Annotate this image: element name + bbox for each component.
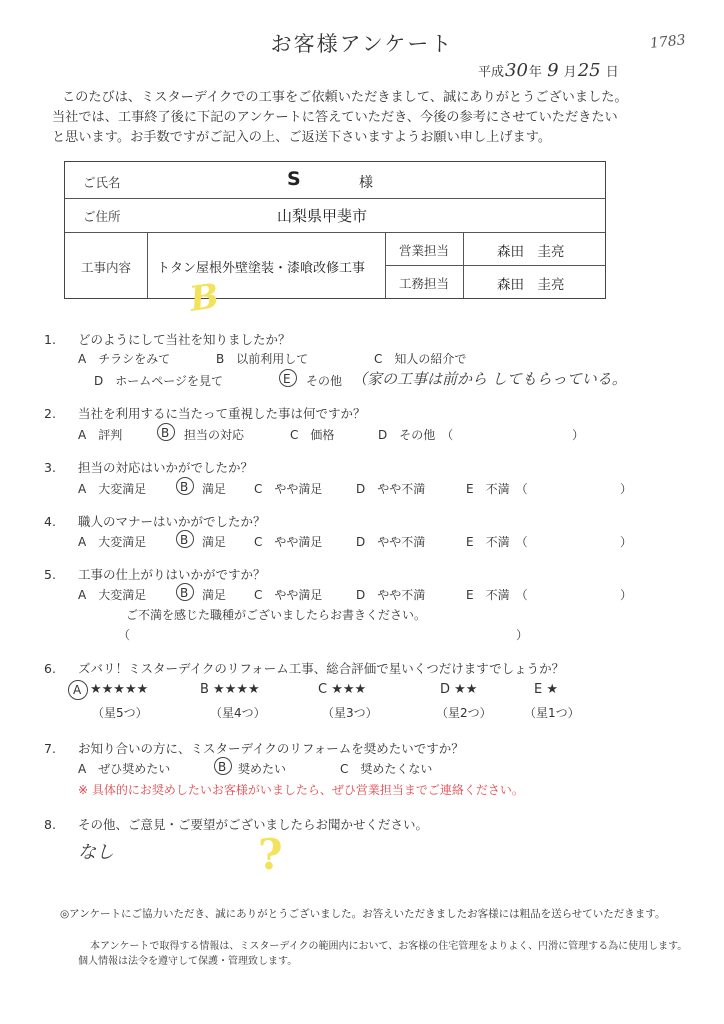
q1-option-b: B 以前利用して	[216, 352, 309, 366]
question-3	[44, 458, 253, 476]
q7-option-b-text: 奨めたい	[238, 762, 287, 776]
q4-option-e: E 不満 （	[466, 535, 528, 549]
question-text: どのようにして当社を知りましたか？	[78, 332, 291, 347]
date-day-unit: 日	[605, 65, 619, 80]
work-label: 工事内容	[81, 260, 132, 275]
q6-sub-d: （星2つ）	[436, 706, 492, 720]
q1-option-a: A チラシをみて	[78, 352, 171, 366]
q6-option-c: C ★★★	[318, 682, 367, 697]
q6-option-e: E ★	[534, 682, 559, 697]
q6-sub-e: （星1つ）	[524, 706, 580, 720]
q3-option-a: A 大変満足	[78, 482, 147, 496]
work-value: トタン屋根外壁塗装・漆喰改修工事	[157, 261, 366, 276]
question-number: 6.	[44, 661, 56, 676]
q3-option-b-letter: B	[180, 480, 189, 494]
name-suffix: 様	[359, 175, 373, 191]
q1-option-e-text: その他	[306, 374, 343, 388]
question-number: 7.	[44, 741, 56, 756]
q5-option-a: A 大変満足	[78, 588, 147, 602]
date-year-unit: 年	[528, 65, 542, 80]
question-text: 職人のマナーはいかがでしたか？	[78, 514, 266, 529]
q5-option-b-text: 満足	[202, 588, 227, 602]
q4-option-d: D やや不満	[356, 535, 426, 549]
serial-number: 1783	[649, 32, 687, 52]
q5-sub-open: （	[118, 628, 131, 642]
q2-option-b-text: 担当の対応	[184, 428, 245, 442]
q7-option-c: C 奨めたくない	[340, 762, 433, 776]
address-label: ご住所	[83, 209, 121, 224]
question-text: 工事の仕上がりはいかがですか？	[78, 567, 266, 582]
highlighter-question-mark: ?	[258, 830, 283, 879]
q2-option-b-letter: B	[161, 426, 170, 440]
intro-line-2: 当社では、工事終了後に下記のアンケートに答えていただき、今後の参考にさせていただきたい	[52, 110, 618, 125]
q4-option-b-text: 満足	[202, 535, 227, 549]
question-7	[44, 739, 464, 757]
q2-option-a: A 評判	[78, 428, 123, 442]
question-text: ズバリ！ミスターデイクのリフォーム工事、総合評価で星いくつだけますでしょうか？	[78, 661, 565, 676]
q4-close: ）	[620, 535, 633, 549]
q3-close: ）	[620, 482, 633, 496]
question-text: 当社を利用するに当たって重視した事は何ですか？	[78, 406, 366, 421]
survey-date	[478, 60, 619, 81]
q6-option-b: B ★★★★	[200, 682, 260, 697]
question-text: お知り合いの方に、ミスターデイクのリフォームを奨めたいですか？	[78, 741, 464, 756]
q1-handwritten-answer: （家の工事は前から してもらっている。	[352, 370, 627, 388]
q6-option-d: D ★★	[440, 682, 478, 697]
name-value: S	[287, 168, 301, 190]
q6-option-a-letter: A	[73, 683, 82, 697]
q3-option-b-text: 満足	[202, 482, 227, 496]
question-number: 1.	[44, 332, 56, 347]
intro-line-3: と思います。お手数ですがご記入の上、ご返送下さいますようお願い申し上げます。	[52, 130, 552, 145]
question-number: 4.	[44, 514, 56, 529]
q7-referral-note: ※ 具体的にお奨めしたいお客様がいましたら、ぜひ営業担当までご連絡ください。	[78, 783, 524, 797]
customer-info-table	[64, 161, 606, 299]
q6-option-a-stars: ★★★★★	[90, 682, 149, 697]
q5-option-d: D やや不満	[356, 588, 426, 602]
question-6	[44, 659, 564, 677]
footer-thanks: ◎アンケートにご協力いただき、誠にありがとうございました。お答えいただきましたお客様には粗品を送らせていただきます。	[60, 908, 666, 920]
question-4	[44, 512, 266, 530]
question-number: 8.	[44, 817, 56, 832]
q5-sub-close: ）	[516, 628, 529, 642]
q3-option-e: E 不満 （	[466, 482, 528, 496]
q7-option-a: A ぜひ奨めたい	[78, 762, 171, 776]
intro-text	[52, 88, 672, 148]
question-text: その他、ご意見・ご要望がございましたらお聞かせください。	[78, 817, 429, 832]
date-month-unit: 月	[563, 65, 577, 80]
q5-option-b-letter: B	[180, 586, 189, 600]
footer-privacy-1: 本アンケートで取得する情報は、ミスターデイクの範囲内において、お客様の住宅管理をよりよく、円滑に管理する為に使用します。	[90, 941, 688, 952]
date-era: 平成	[478, 65, 505, 80]
q5-option-e: E 不満 （	[466, 588, 528, 602]
table-divider	[147, 232, 148, 298]
question-number: 5.	[44, 567, 56, 582]
table-divider	[385, 265, 605, 266]
engineering-label: 工務担当	[399, 276, 450, 291]
address-value: 山梨県甲斐市	[277, 207, 368, 225]
q6-sub-b: （星4つ）	[210, 706, 266, 720]
q4-option-a: A 大変満足	[78, 535, 147, 549]
q2-close: ）	[572, 428, 585, 442]
q2-option-d: D その他 （	[378, 428, 454, 442]
engineering-value: 森田 圭亮	[497, 277, 565, 293]
question-2	[44, 404, 366, 422]
date-year: 30	[505, 60, 528, 81]
question-number: 3.	[44, 460, 56, 475]
date-day: 25	[577, 60, 601, 81]
q5-option-c: C やや満足	[254, 588, 323, 602]
intro-line-1: このたびは、ミスターデイクでの工事をご依頼いただきまして、誠にありがとうございました。	[62, 90, 628, 105]
q3-option-d: D やや不満	[356, 482, 426, 496]
q7-option-b-letter: B	[218, 760, 227, 774]
q6-sub-a: （星5つ）	[92, 706, 148, 720]
q1-option-e-letter: E	[283, 372, 291, 386]
q4-option-b-letter: B	[180, 533, 189, 547]
q8-handwritten-answer: なし	[78, 842, 114, 863]
question-text: 担当の対応はいかがでしたか？	[78, 460, 254, 475]
q3-option-c: C やや満足	[254, 482, 323, 496]
question-number: 2.	[44, 406, 56, 421]
q5-sub-question: ご不満を感じた職種がございましたらお書きください。	[126, 608, 427, 622]
q5-close: ）	[620, 588, 633, 602]
name-label: ご氏名	[83, 175, 121, 190]
question-5	[44, 565, 266, 583]
sales-value: 森田 圭亮	[497, 244, 565, 260]
q1-option-d: D ホームページを見て	[94, 374, 224, 388]
q1-option-c: C 知人の紹介で	[374, 352, 467, 366]
q2-option-c: C 価格	[290, 428, 335, 442]
page-title: お客様アンケート	[270, 32, 454, 56]
highlighter-b-mark: B	[187, 276, 222, 320]
sales-label: 営業担当	[399, 243, 450, 258]
q6-sub-c: （星3つ）	[322, 706, 378, 720]
question-1	[44, 330, 291, 348]
q4-option-c: C やや満足	[254, 535, 323, 549]
question-8	[44, 815, 428, 833]
table-divider	[65, 198, 605, 199]
date-month: 9	[547, 60, 559, 81]
table-divider	[65, 232, 605, 233]
footer-privacy-2: 個人情報は法令を遵守して保護・管理致します。	[78, 956, 298, 967]
